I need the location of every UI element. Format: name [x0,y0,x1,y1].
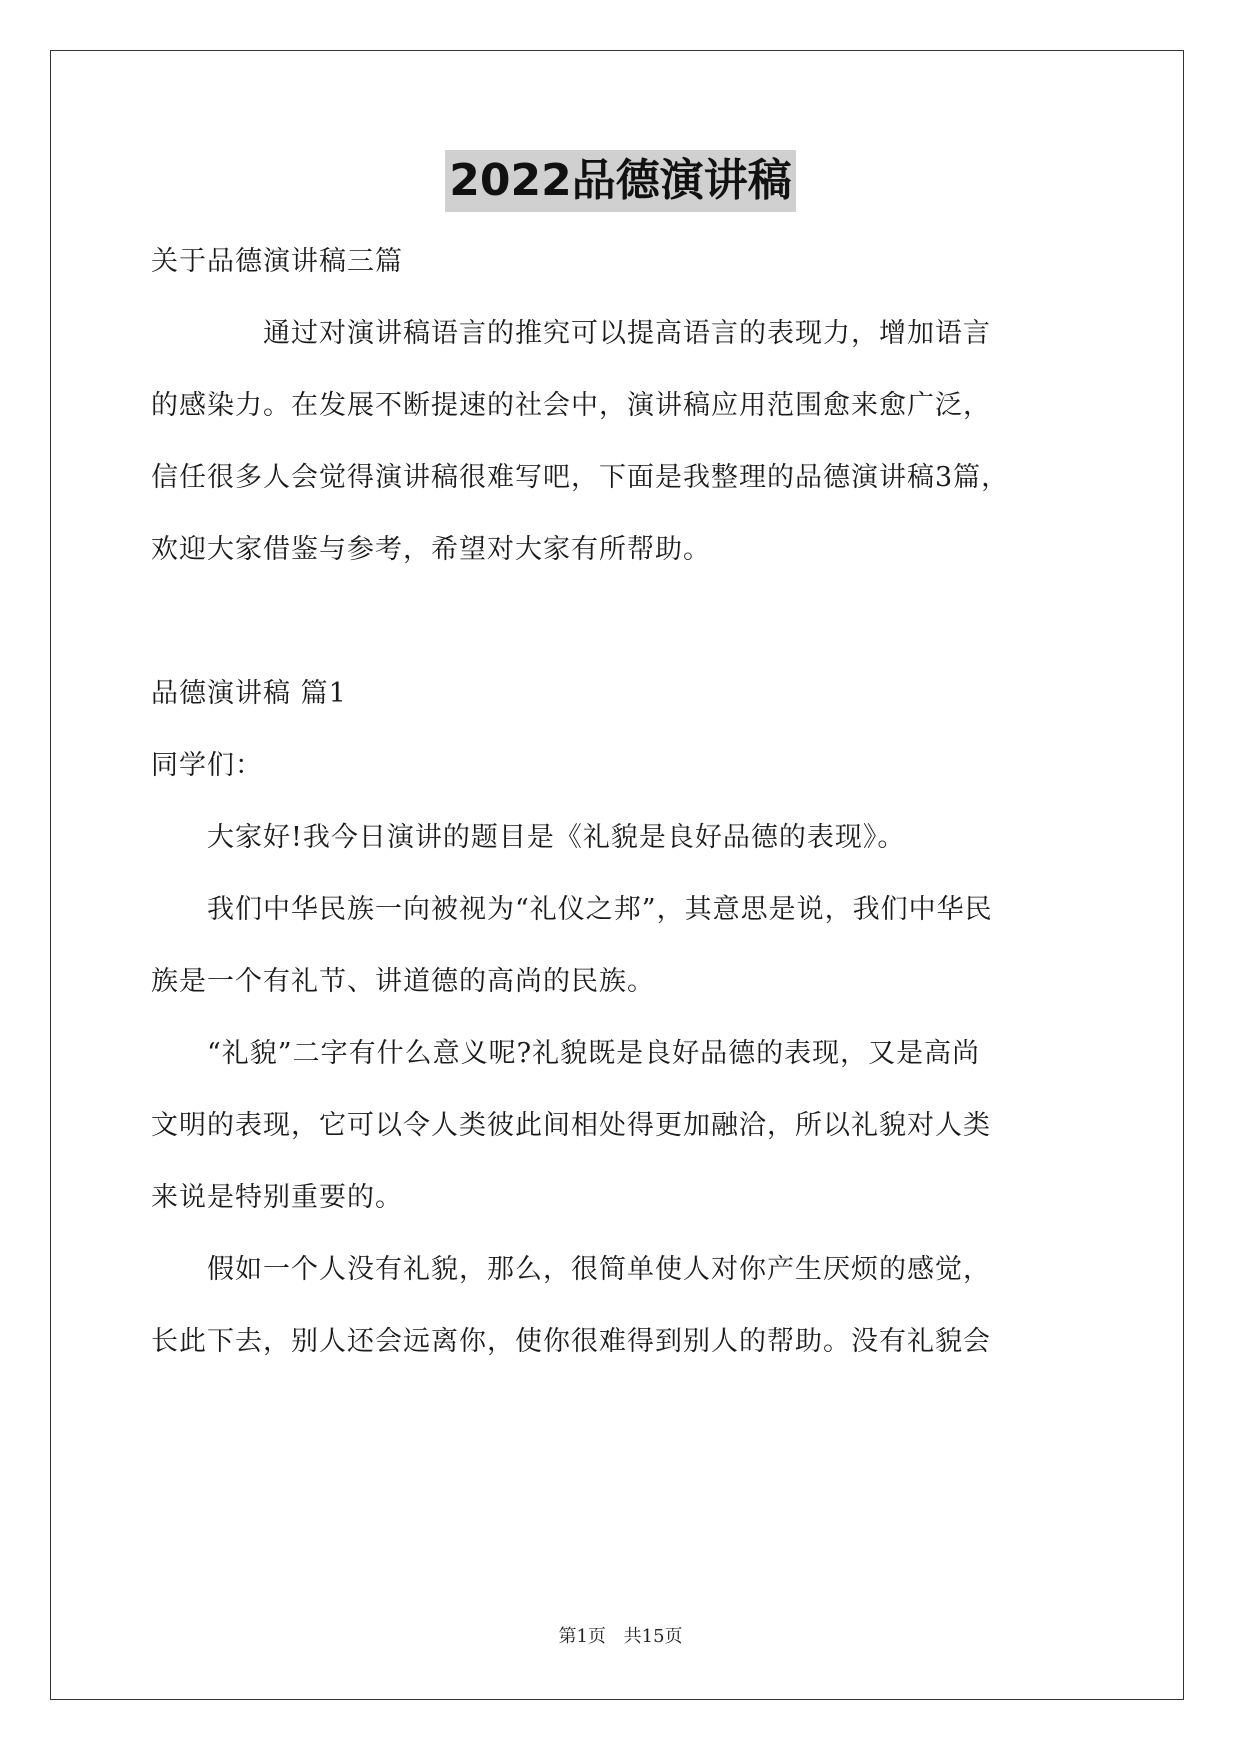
intro-line: 信任很多人会觉得演讲稿很难写吧，下面是我整理的品德演讲稿3篇， [151,462,1010,493]
intro-line: 的感染力。在发展不断提速的社会中，演讲稿应用范围愈来愈广泛， [151,390,991,421]
page-number: 第1页 [558,1626,606,1647]
section-heading: 品德演讲稿 篇1 [151,678,347,709]
body-line: 族是一个有礼节、讲道德的高尚的民族。 [151,966,655,997]
page-footer [0,1625,1241,1649]
salutation: 同学们： [151,750,263,781]
body-line: 长此下去，别人还会远离你，使你很难得到别人的帮助。没有礼貌会 [151,1326,991,1357]
body-line: “礼貌”二字有什么意义呢?礼貌既是良好品德的表现，又是高尚 [207,1038,981,1069]
title-container [0,150,1241,212]
page-border [50,50,1184,1700]
document-title: 2022品德演讲稿 [445,150,795,212]
body-line: 来说是特别重要的。 [151,1182,403,1213]
body-line: 假如一个人没有礼貌，那么，很简单使人对你产生厌烦的感觉， [207,1254,991,1285]
intro-line: 通过对演讲稿语言的推究可以提高语言的表现力，增加语言 [263,318,991,349]
intro-line: 欢迎大家借鉴与参考，希望对大家有所帮助。 [151,534,711,565]
body-line: 文明的表现，它可以令人类彼此间相处得更加融洽，所以礼貌对人类 [151,1110,991,1141]
subtitle: 关于品德演讲稿三篇 [151,246,403,277]
body-line: 大家好!我今日演讲的题目是《礼貌是良好品德的表现》。 [207,822,906,853]
body-line: 我们中华民族一向被视为“礼仪之邦”，其意思是说，我们中华民 [207,894,993,925]
page-total: 共15页 [623,1626,683,1647]
